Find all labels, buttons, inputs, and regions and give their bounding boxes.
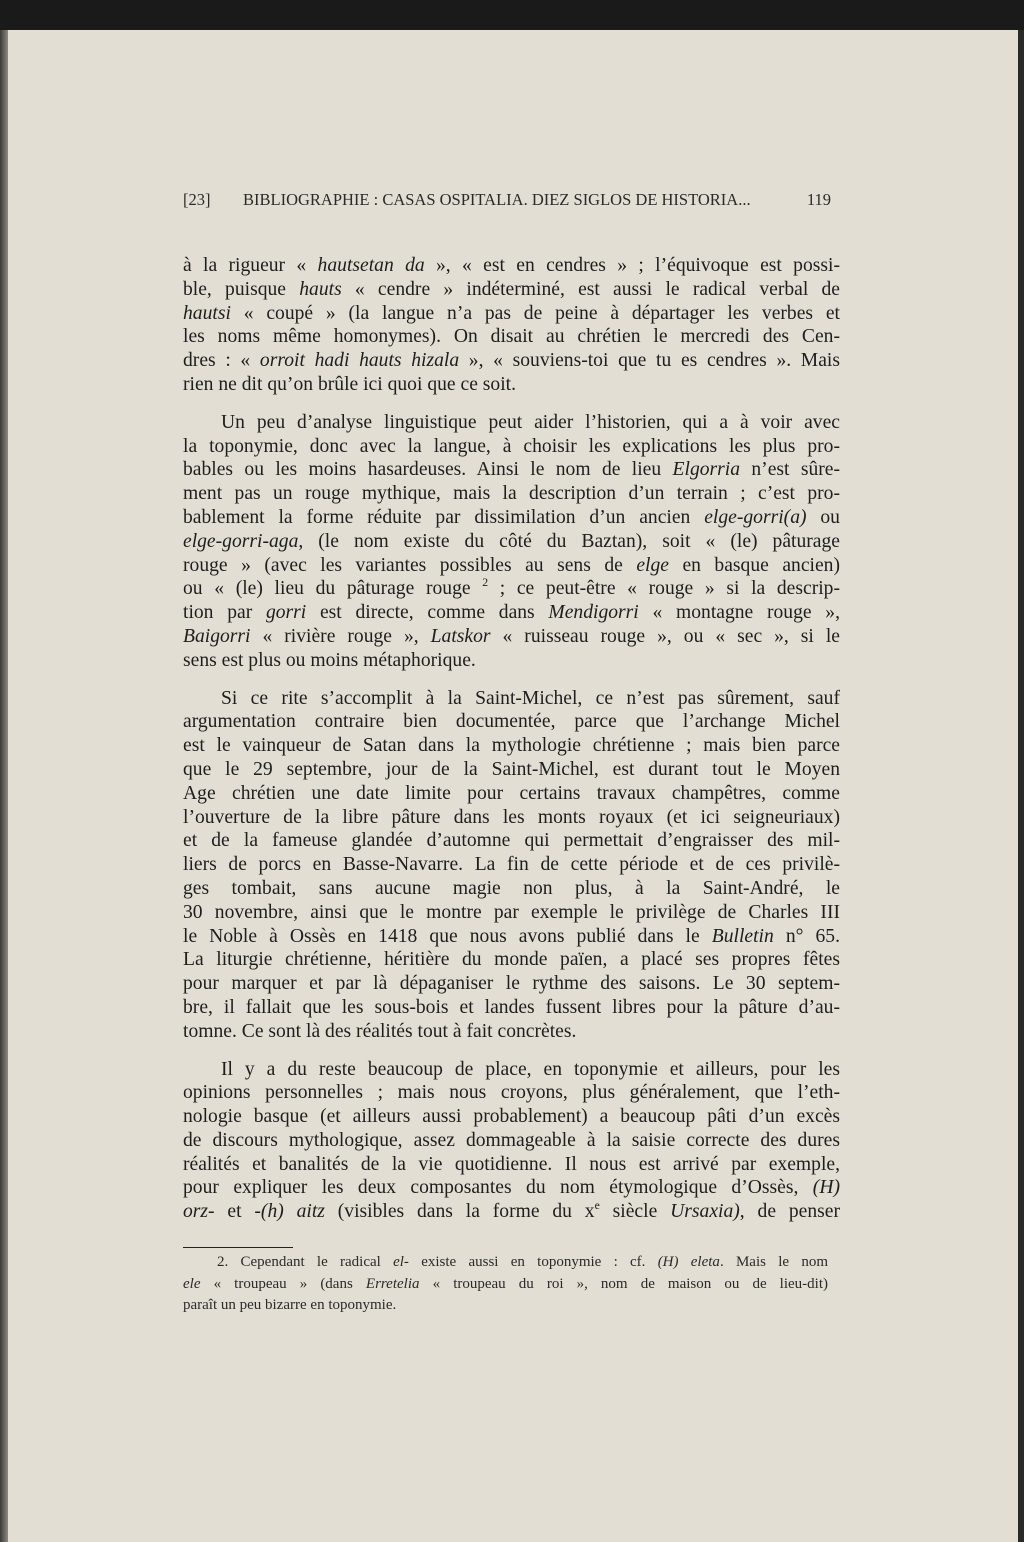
italic-term: Erretelia (365, 1275, 420, 1292)
text-run: en basque ancien) (668, 554, 840, 576)
text-run: « coupé » (la langue n’a pas de peine à départager les verbes et (230, 302, 840, 324)
text-run: n’est sûre- (740, 459, 840, 481)
text-run: est directe, comme dans (306, 602, 549, 624)
italic-term: (H) (812, 1177, 840, 1199)
text-run: à la rigueur « (183, 255, 318, 276)
text-run: . Mais le nom (719, 1254, 828, 1270)
right-border (1018, 30, 1024, 1542)
italic-term: el- (393, 1254, 409, 1270)
page-number: 119 (806, 190, 831, 209)
text-run: « cendre » indéterminé, est aussi le radical verbal de (341, 278, 840, 300)
text-run: ment pas un rouge mythique, mais la description d’un terrain ; c’est pro- (183, 483, 840, 505)
italic-term: hauts (299, 278, 342, 300)
text-line (183, 1252, 828, 1274)
text-line (183, 530, 840, 554)
text-run: ou (806, 506, 840, 528)
text-line (183, 687, 840, 711)
text-line (183, 1129, 840, 1153)
text-line (183, 601, 840, 625)
text-run: « ruisseau rouge », ou « sec », si le (490, 625, 840, 647)
text-run: , de penser (739, 1201, 841, 1223)
text-run: sens est plus ou moins métaphorique. (183, 649, 476, 671)
text-run: et de la fameuse glandée d’automne qui permettait d’engraisser des mil- (183, 830, 840, 852)
text-run: », « souviens-toi que tu es cendres ». Mais (459, 350, 840, 372)
text-line (183, 877, 840, 901)
text-line (183, 996, 840, 1020)
text-run: « troupeau du roi », nom de maison ou de lieu-dit) (419, 1275, 829, 1292)
text-line (183, 925, 840, 949)
running-header (183, 190, 831, 210)
text-line (183, 734, 840, 758)
text-run: Un peu d’analyse linguistique peut aider l’historien, qui a à voir avec (221, 411, 840, 433)
text-run: Si ce rite s’accomplit à la Saint-Michel, ce n’est pas sûrement, sauf (221, 687, 840, 709)
text-line (183, 1295, 828, 1317)
text-line (183, 458, 840, 482)
text-line (183, 1020, 840, 1044)
text-run: 2. Cependant le radical (217, 1254, 394, 1270)
italic-term: hautsi (183, 302, 231, 324)
italic-term: Baigorri (183, 625, 251, 647)
text-run: n° 65. (773, 925, 840, 947)
text-run: opinions personnelles ; mais nous croyons, plus généralement, que l’eth- (183, 1082, 840, 1104)
italic-term: (H) eleta (657, 1254, 720, 1270)
italic-term: orz- (183, 1201, 215, 1223)
italic-term: Elgorria (672, 459, 741, 481)
paragraph (183, 687, 840, 1044)
text-line (183, 254, 840, 278)
text-run: tion par (183, 602, 266, 624)
text-run: La liturgie chrétienne, héritière du monde païen, a placé ses propres fêtes (183, 949, 840, 971)
italic-term: -(h) aitz (254, 1201, 325, 1223)
text-run: les noms même homonymes). On disait au chrétien le mercredi des Cen- (183, 326, 840, 348)
text-run: nologie basque (et ailleurs aussi probablement) a beaucoup pâti d’un excès (183, 1106, 840, 1128)
text-line (183, 1176, 840, 1200)
text-line (183, 625, 840, 649)
text-run: siècle (599, 1201, 671, 1223)
text-run: le Noble à Ossès en 1418 que nous avons publié dans le (183, 925, 712, 947)
text-run: de discours mythologique, assez dommageable à la saisie correcte des dures (183, 1129, 840, 1151)
text-line (183, 1081, 840, 1105)
footnote (183, 1252, 828, 1317)
italic-term: Latskor (430, 625, 491, 647)
text-line (183, 829, 840, 853)
text-run: « montagne rouge », (638, 602, 841, 624)
italic-term: elge-gorri(a) (704, 506, 807, 528)
text-run: argumentation contraire bien documentée, parce que l’archange Michel (183, 711, 840, 733)
text-run: », « est en cendres » ; l’équivoque est possi- (424, 255, 840, 276)
text-run: bablement la forme réduite par dissimilation d’un ancien (183, 506, 705, 528)
text-run: la toponymie, donc avec la langue, à choisir les explications les plus pro- (183, 435, 840, 457)
text-run: , (le nom existe du côté du Baztan), soit « (le) pâturage (298, 530, 840, 552)
paragraph (183, 254, 840, 397)
text-line (183, 1153, 840, 1177)
italic-term: Mendigorri (548, 602, 639, 624)
text-run: ; ce peut-être « rouge » si la descrip- (488, 578, 840, 600)
text-run: ou « (le) lieu du pâturage rouge (183, 578, 483, 600)
footnote-separator (183, 1247, 293, 1248)
left-page-edge (0, 30, 8, 1542)
text-line (183, 349, 840, 373)
text-run: paraît un peu bizarre en toponymie. (183, 1297, 397, 1313)
italic-term: elge (636, 554, 669, 576)
text-run: que le 29 septembre, jour de la Saint-Michel, est durant tout le Moyen (183, 758, 840, 780)
text-run: bre, il fallait que les sous-bois et landes fussent libres pour la pâture d’au- (183, 996, 840, 1018)
text-run: pour expliquer les deux composantes du nom étymologique d’Ossès, (183, 1177, 813, 1199)
text-line (183, 577, 840, 601)
italic-term: gorri (265, 602, 307, 624)
text-run: pour marquer et par là dépaganiser le rythme des saisons. Le 30 septem- (183, 973, 840, 995)
text-line (183, 758, 840, 782)
text-line (183, 435, 840, 459)
italic-term: orroit hadi hauts hizala (259, 350, 460, 372)
text-run: tomne. Ce sont là des réalités tout à fait concrètes. (183, 1020, 577, 1042)
italic-term: elge-gorri-aga (183, 530, 299, 552)
superscript: 2 (482, 576, 489, 590)
italic-term: Bulletin (711, 925, 774, 947)
italic-term: ele (183, 1275, 201, 1292)
text-line (183, 278, 840, 302)
superscript: e (594, 1199, 600, 1213)
text-run: est le vainqueur de Satan dans la mythologie chrétienne ; mais bien parce (183, 735, 840, 757)
paragraph (183, 411, 840, 673)
text-run: réalités et banalités de la vie quotidienne. Il nous est arrivé par exemple, (183, 1153, 840, 1175)
text-line (183, 948, 840, 972)
text-line (183, 302, 840, 326)
text-line (183, 806, 840, 830)
text-run: Age chrétien une date limite pour certains travaux champêtres, comme (183, 782, 840, 804)
text-line (183, 506, 840, 530)
text-line (183, 649, 840, 673)
text-line (183, 782, 840, 806)
text-run: ble, puisque (183, 278, 300, 300)
text-run: rien ne dit qu’on brûle ici quoi que ce soit. (183, 373, 517, 395)
text-run: « troupeau » (dans (200, 1275, 366, 1292)
text-line (183, 901, 840, 925)
text-run: rouge » (avec les variantes possibles au sens de (183, 554, 637, 576)
text-run: ges tombait, sans aucune magie non plus, à la Saint-André, le (183, 877, 840, 899)
text-line (183, 411, 840, 435)
running-title: BIBLIOGRAPHIE : CASAS OSPITALIA. DIEZ SIGLOS DE HISTORIA... (243, 190, 751, 209)
text-run: Il y a du reste beaucoup de place, en toponymie et ailleurs, pour les (221, 1058, 840, 1080)
text-line (183, 1105, 840, 1129)
text-run: (visibles dans la forme du x (324, 1201, 595, 1223)
text-line (183, 710, 840, 734)
text-line (183, 1058, 840, 1082)
text-line (183, 1200, 840, 1224)
text-line (183, 482, 840, 506)
text-run: 30 novembre, ainsi que le montre par exemple le privilège de Charles III (183, 901, 840, 923)
text-run: bables ou les moins hasardeuses. Ainsi le nom de lieu (183, 459, 673, 481)
italic-term: Ursaxia) (670, 1201, 740, 1223)
text-line (183, 1274, 828, 1296)
section-number: [23] (183, 190, 211, 209)
text-line (183, 373, 840, 397)
body-text (183, 254, 840, 1238)
text-line (183, 853, 840, 877)
text-line (183, 972, 840, 996)
text-line (183, 325, 840, 349)
paragraph (183, 1058, 840, 1225)
text-run: « rivière rouge », (250, 625, 431, 647)
text-run: et (214, 1201, 255, 1223)
text-run: dres : « (183, 350, 260, 372)
text-run: l’ouverture de la libre pâture dans les monts royaux (et ici seigneuriaux) (183, 806, 840, 828)
text-run: existe aussi en toponymie : cf. (408, 1254, 658, 1270)
text-run: liers de porcs en Basse-Navarre. La fin de cette période et de ces privilè- (183, 854, 840, 876)
italic-term: hautsetan da (317, 255, 425, 276)
text-line (183, 554, 840, 578)
